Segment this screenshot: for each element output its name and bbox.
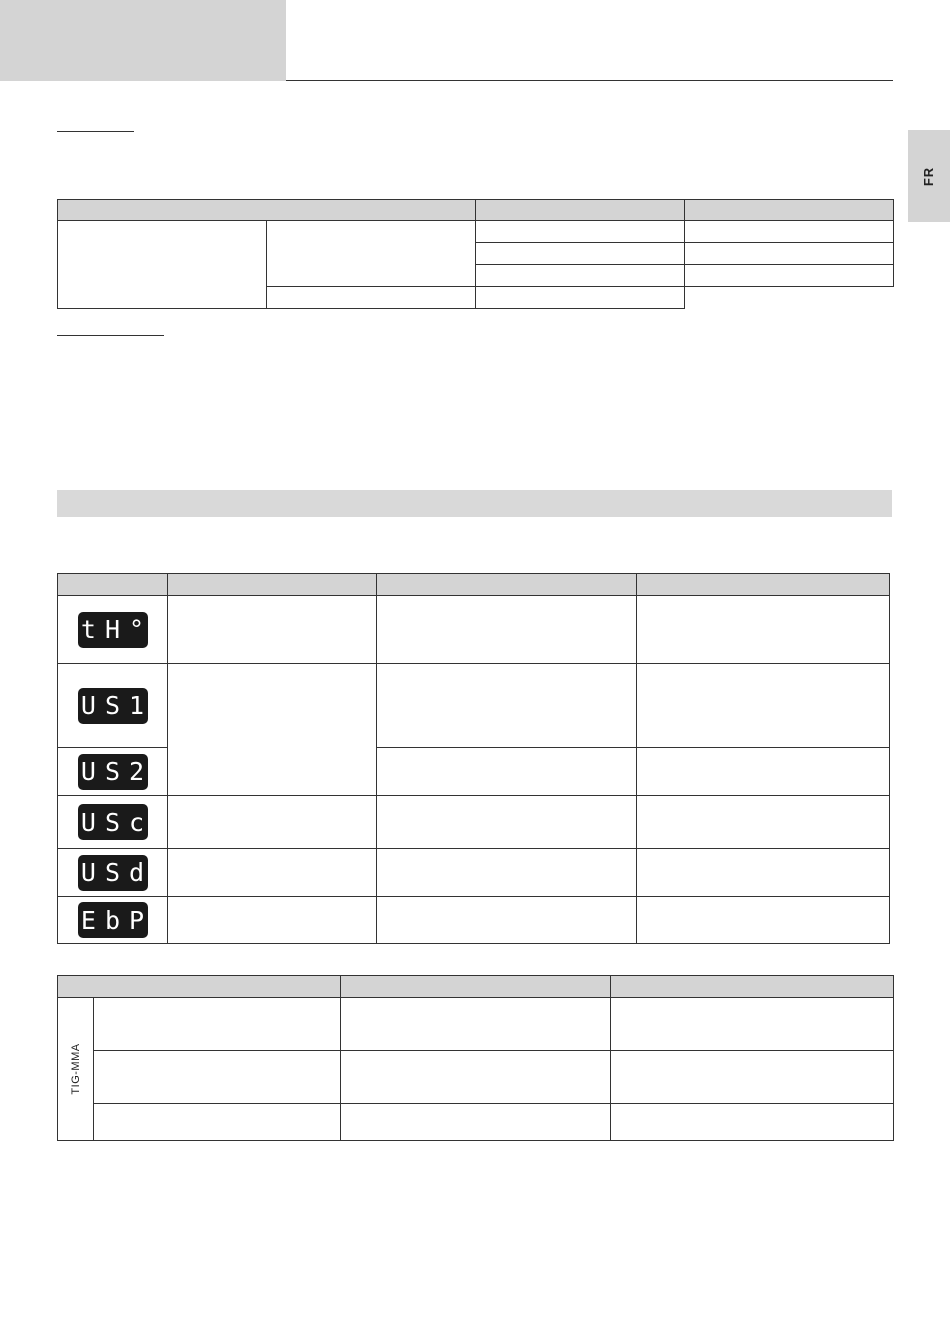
alarm-cell <box>377 796 637 849</box>
spec-table-cell <box>685 221 894 243</box>
led-code-text: USc <box>80 807 154 837</box>
heading-underline-1 <box>57 131 134 132</box>
mode-cell <box>611 1051 894 1104</box>
alarm-codes-table <box>57 573 890 944</box>
led-code-text: US1 <box>80 691 154 720</box>
mode-cell <box>94 998 341 1051</box>
spec-table <box>57 199 894 309</box>
spec-table-cell <box>476 265 685 287</box>
alarm-table-header-3 <box>377 574 637 596</box>
led-display <box>78 612 154 648</box>
led-display <box>78 688 154 724</box>
led-display <box>78 804 154 840</box>
spec-table-header-3 <box>685 200 894 221</box>
spec-table-cell <box>267 287 476 309</box>
mode-group-cell <box>58 998 94 1141</box>
alarm-cell <box>377 596 637 664</box>
alarm-row <box>58 849 890 897</box>
alarm-code-cell <box>58 849 168 897</box>
mode-cell <box>94 1051 341 1104</box>
alarm-table-header-code <box>58 574 168 596</box>
alarm-cell <box>168 596 377 664</box>
alarm-cell <box>637 897 890 944</box>
language-tab-label: FR <box>921 166 937 186</box>
alarm-cell <box>637 849 890 897</box>
alarm-table-header-4 <box>637 574 890 596</box>
mode-cell <box>611 998 894 1051</box>
led-display <box>78 902 154 938</box>
led-code-text: EbP <box>80 905 154 935</box>
led-display <box>78 855 154 891</box>
alarm-cell <box>637 796 890 849</box>
mode-cell <box>94 1104 341 1141</box>
alarm-code-cell <box>58 664 168 748</box>
spec-table-cell <box>476 221 685 243</box>
alarm-cell <box>168 897 377 944</box>
led-code-text: tH° <box>80 615 154 644</box>
spec-table-header-2 <box>476 200 685 221</box>
alarm-code-cell <box>58 596 168 664</box>
alarm-cell <box>168 664 377 796</box>
spec-table-cell <box>476 243 685 265</box>
alarm-row <box>58 596 890 664</box>
section-title-bar <box>57 490 892 517</box>
spec-table-header-1 <box>58 200 476 221</box>
spec-table-group-cell <box>58 221 267 309</box>
alarm-code-cell <box>58 748 168 796</box>
spec-table-cell <box>685 243 894 265</box>
mode-cell <box>611 1104 894 1141</box>
alarm-row <box>58 664 890 748</box>
mode-group-label: TIG-MMA <box>69 1043 82 1095</box>
mode-cell <box>341 998 611 1051</box>
mode-cell <box>341 1051 611 1104</box>
mode-table-header-2 <box>341 976 611 998</box>
alarm-cell <box>637 596 890 664</box>
spec-table-subgroup-cell <box>267 221 476 287</box>
alarm-table-header-2 <box>168 574 377 596</box>
header-gray-block <box>0 0 286 81</box>
mode-cell <box>341 1104 611 1141</box>
alarm-code-cell <box>58 897 168 944</box>
alarm-cell <box>377 664 637 748</box>
alarm-cell <box>168 796 377 849</box>
spec-table-cell <box>685 265 894 287</box>
mode-table-header-3 <box>611 976 894 998</box>
header-rule <box>286 80 893 81</box>
language-tab <box>908 130 950 222</box>
led-display <box>78 754 154 790</box>
led-code-text: USd <box>80 858 154 887</box>
led-code-text: US2 <box>80 757 154 786</box>
alarm-cell <box>637 664 890 748</box>
alarm-row <box>58 897 890 944</box>
mode-table-header-1 <box>58 976 341 998</box>
alarm-cell <box>377 748 637 796</box>
alarm-row <box>58 796 890 849</box>
alarm-cell <box>637 748 890 796</box>
alarm-cell <box>377 897 637 944</box>
alarm-cell <box>168 849 377 897</box>
alarm-code-cell <box>58 796 168 849</box>
mode-table <box>57 975 894 1141</box>
heading-underline-2 <box>57 335 164 336</box>
spec-table-cell <box>476 287 685 309</box>
alarm-cell <box>377 849 637 897</box>
